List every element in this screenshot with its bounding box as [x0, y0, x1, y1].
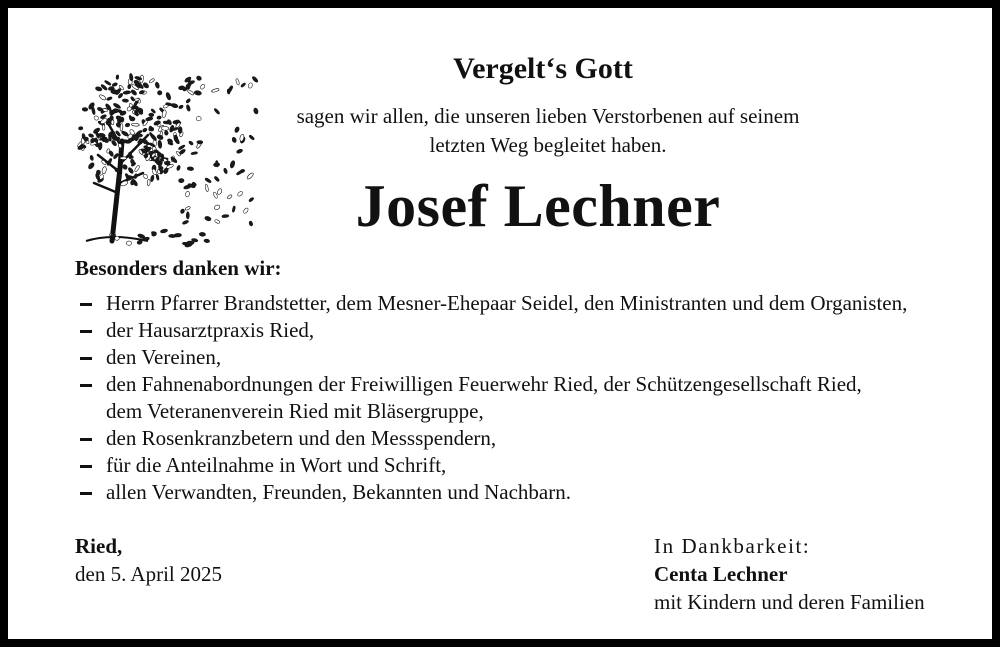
- leaf-shape: [106, 96, 112, 101]
- leaf-shape: [237, 191, 244, 197]
- thanks-list: [76, 290, 976, 506]
- heading-vergelts-gott: Vergelt‘s Gott: [453, 52, 633, 85]
- thanks-line-2: letzten Weg begleitet haben.: [429, 133, 667, 157]
- leaf-shape: [126, 138, 134, 145]
- leaf-shape: [121, 130, 129, 137]
- leaf-shape: [236, 148, 243, 154]
- leaf-shape: [235, 78, 239, 85]
- leaf-shape: [155, 82, 160, 89]
- leaf-shape: [253, 108, 259, 115]
- leaf-shape: [108, 150, 114, 157]
- leaf-shape: [234, 126, 240, 133]
- leaf-shape: [248, 82, 254, 88]
- leaf-shape: [196, 75, 202, 81]
- list-item-text: allen Verwandten, Freunden, Bekannten und Nachbarn.: [106, 480, 571, 504]
- dash-bullet: [80, 357, 92, 360]
- dash-bullet: [80, 438, 92, 441]
- leaf-shape: [180, 208, 185, 214]
- leaf-shape: [102, 125, 105, 130]
- list-item: [76, 425, 976, 452]
- leaf-shape: [82, 107, 88, 111]
- leaf-shape: [187, 167, 194, 171]
- list-item-continuation: dem Veteranenverein Ried mit Bläsergruppe,: [106, 399, 484, 423]
- list-item: [76, 317, 976, 344]
- leaf-shape: [130, 89, 137, 96]
- leaf-shape: [128, 152, 132, 159]
- leaf-shape: [109, 115, 113, 120]
- list-item-text: den Vereinen,: [106, 345, 222, 369]
- leaf-shape: [171, 103, 179, 109]
- leaf-shape: [112, 109, 118, 114]
- leaf-shape: [133, 79, 140, 85]
- leaf-shape: [130, 159, 135, 165]
- leaf-shape: [130, 117, 136, 122]
- leaf-shape: [122, 164, 128, 170]
- leaf-shape: [249, 135, 255, 141]
- dash-bullet: [80, 303, 92, 306]
- leaf-shape: [248, 197, 254, 202]
- dash-bullet: [80, 384, 92, 387]
- leaf-shape: [222, 214, 229, 218]
- dash-bullet: [80, 330, 92, 333]
- leaf-shape: [214, 176, 220, 182]
- signature-title: In Dankbarkeit:: [654, 534, 811, 558]
- leaf-shape: [243, 207, 249, 214]
- leaf-shape: [157, 116, 162, 120]
- leaf-shape: [93, 115, 99, 121]
- leaf-shape: [186, 98, 191, 103]
- leaf-shape: [161, 126, 169, 131]
- leaf-shape: [185, 206, 191, 211]
- list-item: [76, 479, 976, 506]
- leaf-shape: [120, 180, 129, 187]
- leaf-shape: [186, 104, 191, 111]
- signature-family: mit Kindern und deren Familien: [654, 590, 925, 614]
- leaf-shape: [240, 82, 246, 87]
- leaf-shape: [145, 117, 153, 122]
- windswept-tree-icon: [68, 63, 263, 253]
- leaf-shape: [182, 220, 189, 225]
- list-item: [76, 344, 976, 371]
- leaf-shape: [78, 126, 83, 130]
- leaf-shape: [179, 178, 184, 182]
- list-item: [76, 452, 976, 479]
- leaf-shape: [101, 166, 107, 174]
- list-item-text: für die Anteilnahme in Wort und Schrift,: [106, 453, 447, 477]
- leaf-shape: [191, 151, 198, 155]
- leaf-shape: [123, 90, 131, 94]
- leaf-shape: [134, 173, 138, 178]
- list-item-text: den Fahnenabordnungen der Freiwilligen Feuerwehr Ried, der Schützengesellschaft Ried,: [106, 372, 862, 396]
- leaf-shape: [116, 75, 119, 80]
- leaf-shape: [188, 141, 193, 146]
- leaf-shape: [229, 160, 235, 168]
- leaf-shape: [131, 106, 138, 110]
- leaf-shape: [112, 82, 118, 87]
- leaf-shape: [246, 172, 254, 180]
- leaf-shape: [231, 137, 236, 143]
- leaf-shape: [156, 174, 160, 180]
- leaf-shape: [215, 160, 218, 167]
- leaf-shape: [223, 168, 228, 174]
- leaf-shape: [147, 179, 150, 185]
- leaf-shape: [134, 165, 140, 172]
- leaf-shape: [214, 108, 221, 115]
- thanks-intro: Besonders danken wir:: [75, 256, 282, 280]
- leaf-shape: [178, 127, 182, 134]
- leaf-shape: [199, 232, 206, 236]
- leaf-shape: [115, 115, 123, 121]
- leaf-shape: [249, 221, 254, 227]
- leaf-shape: [186, 212, 189, 219]
- leaf-shape: [95, 86, 102, 91]
- leaf-shape: [214, 219, 220, 224]
- leaf-shape: [204, 239, 210, 243]
- leaf-shape: [87, 162, 95, 170]
- list-item-text: der Hausarztpraxis Ried,: [106, 318, 315, 342]
- leaf-shape: [130, 96, 135, 101]
- leaf-shape: [110, 233, 115, 238]
- leaf-shape: [185, 191, 190, 197]
- leaf-shape: [176, 165, 180, 171]
- leaf-shape: [113, 102, 122, 109]
- leaf-shape: [149, 78, 155, 83]
- leaf-shape: [143, 173, 149, 179]
- leaf-shape: [142, 128, 148, 133]
- leaf-shape: [211, 88, 219, 93]
- leaf-shape: [125, 123, 131, 128]
- leaf-shape: [157, 90, 162, 95]
- leaf-shape: [205, 184, 209, 192]
- leaf-shape: [113, 153, 119, 159]
- list-item: [76, 371, 976, 425]
- leaf-shape: [158, 140, 162, 148]
- leaf-shape: [90, 155, 94, 161]
- list-item-text: Herrn Pfarrer Brandstetter, dem Mesner-Ehepaar Seidel, den Ministranten und dem Organisten,: [106, 291, 908, 315]
- leaf-shape: [227, 194, 233, 199]
- place: Ried,: [75, 534, 123, 558]
- leaf-shape: [204, 177, 211, 183]
- leaf-shape: [165, 92, 171, 101]
- leaf-shape: [151, 168, 157, 175]
- leaf-shape: [196, 116, 201, 120]
- leaf-shape: [150, 175, 154, 182]
- leaf-shape: [187, 241, 195, 244]
- leaf-shape: [252, 76, 259, 83]
- date: den 5. April 2025: [75, 562, 222, 586]
- leaf-shape: [214, 204, 221, 210]
- leaf-shape: [216, 188, 222, 195]
- leaf-shape: [204, 216, 211, 222]
- leaf-shape: [122, 99, 128, 103]
- list-item: [76, 290, 976, 317]
- leaf-shape: [164, 131, 168, 136]
- leaf-shape: [99, 94, 107, 101]
- leaf-shape: [104, 80, 111, 86]
- leaf-shape: [131, 123, 139, 126]
- leaf-shape: [232, 206, 236, 213]
- leaf-shape: [194, 90, 202, 95]
- deceased-name: Josef Lechner: [355, 173, 721, 239]
- dash-bullet: [80, 465, 92, 468]
- leaf-shape: [149, 113, 154, 117]
- signature-name: Centa Lechner: [654, 562, 788, 586]
- thanks-line-1: sagen wir allen, die unseren lieben Verstorbenen auf seinem: [296, 104, 800, 128]
- leaf-shape: [126, 241, 131, 245]
- leaf-shape: [167, 119, 173, 126]
- leaf-shape: [97, 107, 104, 112]
- leaf-shape: [200, 84, 206, 90]
- leaf-shape: [187, 89, 194, 95]
- leaf-shape: [160, 229, 168, 234]
- leaf-shape: [137, 240, 143, 245]
- leaf-shape: [88, 133, 94, 138]
- list-item-text: den Rosenkranzbetern und den Messspendern,: [106, 426, 497, 450]
- dash-bullet: [80, 492, 92, 495]
- leaf-shape: [169, 234, 177, 238]
- leaf-shape: [197, 140, 203, 144]
- leaf-shape: [127, 167, 134, 174]
- leaf-shape: [178, 104, 183, 109]
- leaf-shape: [120, 157, 127, 160]
